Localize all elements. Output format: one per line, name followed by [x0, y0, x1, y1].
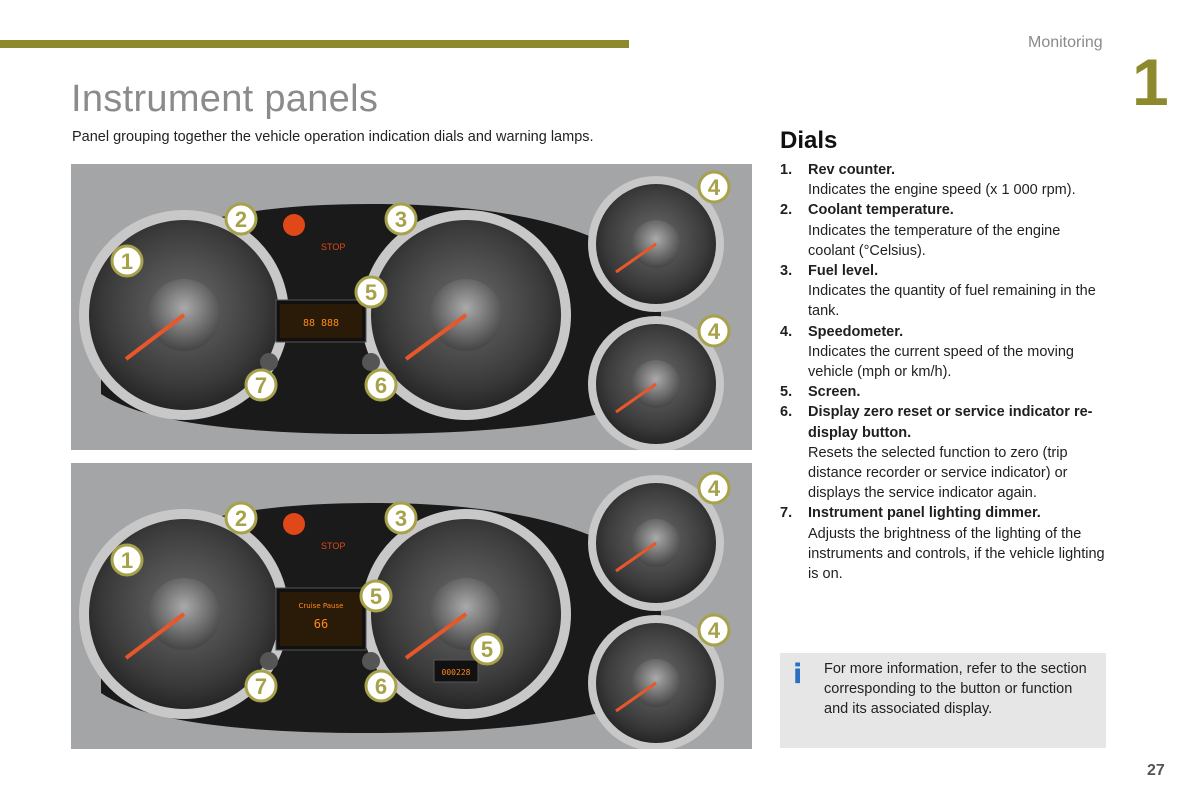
item-number: 3.	[780, 263, 793, 280]
svg-text:66: 66	[313, 617, 329, 631]
list-item	[780, 402, 1110, 503]
callout-1	[112, 545, 142, 575]
item-number: 5.	[780, 384, 793, 401]
list-item	[780, 322, 1110, 383]
callout-4	[699, 316, 729, 346]
item-title: Instrument panel lighting dimmer.	[808, 505, 1041, 522]
chapter-number: 1	[1132, 45, 1169, 119]
callout-5	[361, 581, 391, 611]
item-description: Indicates the current speed of the moving vehicle (mph or km/h).	[808, 343, 1074, 381]
info-text: For more information, refer to the section corresponding to the button or function and its associated display.	[824, 661, 1087, 718]
item-description: Adjusts the brightness of the lighting of the instruments and controls, if the vehicle lighting is on.	[808, 525, 1105, 583]
callout-5	[472, 634, 502, 664]
svg-text:1: 1	[120, 548, 134, 573]
svg-text:6: 6	[374, 674, 388, 699]
svg-text:4: 4	[707, 175, 721, 200]
svg-text:6: 6	[374, 373, 388, 398]
dials-list	[780, 160, 1110, 584]
svg-text:7: 7	[254, 373, 268, 398]
item-title: Coolant temperature.	[808, 202, 954, 219]
callout-5	[356, 277, 386, 307]
callout-2	[226, 503, 256, 533]
callout-7	[246, 370, 276, 400]
item-title: Screen.	[808, 384, 861, 401]
item-description: Indicates the temperature of the engine coolant (°Celsius).	[808, 222, 1061, 259]
item-description: Indicates the quantity of fuel remaining in the tank.	[808, 283, 1096, 320]
callout-7	[246, 671, 276, 701]
item-number: 2.	[780, 202, 793, 219]
callout-3	[386, 204, 416, 234]
callout-4	[699, 615, 729, 645]
callout-4	[699, 172, 729, 202]
list-item	[780, 503, 1110, 584]
callout-3	[386, 503, 416, 533]
list-item	[780, 160, 1110, 200]
list-item	[780, 382, 1110, 402]
item-number: 4.	[780, 323, 793, 340]
svg-text:2: 2	[234, 207, 248, 232]
svg-text:4: 4	[707, 476, 721, 501]
item-description: Indicates the engine speed (x 1 000 rpm).	[808, 182, 1076, 199]
svg-text:STOP: STOP	[321, 541, 346, 551]
svg-text:4: 4	[707, 618, 721, 643]
svg-text:2: 2	[234, 506, 248, 531]
callout-6	[366, 671, 396, 701]
svg-text:5: 5	[364, 280, 378, 305]
header-bar	[0, 40, 629, 48]
instrument-panel-figure-2	[71, 463, 752, 749]
item-title: Fuel level.	[808, 263, 879, 280]
item-description: Resets the selected function to zero (trip distance recorder or service indicator) or displays the service indicator again.	[808, 444, 1068, 502]
callout-1	[112, 246, 142, 276]
svg-text:Cruise Pause: Cruise Pause	[298, 602, 344, 610]
item-number: 6.	[780, 404, 793, 421]
callout-2	[226, 204, 256, 234]
svg-text:STOP: STOP	[321, 242, 346, 252]
item-title: Speedometer.	[808, 323, 904, 340]
item-title: Display zero reset or service indicator re-display button.	[808, 404, 1093, 441]
svg-text:5: 5	[480, 637, 494, 662]
callout-6	[366, 370, 396, 400]
page-number: 27	[1147, 762, 1165, 779]
svg-text:3: 3	[394, 506, 408, 531]
intro-text: Panel grouping together the vehicle operation indication dials and warning lamps.	[72, 129, 594, 145]
list-item	[780, 261, 1110, 322]
svg-text:7: 7	[254, 674, 268, 699]
svg-text:88 888: 88 888	[302, 318, 340, 329]
instrument-panel-figure-1	[71, 164, 752, 450]
info-icon: i	[793, 659, 803, 690]
dials-heading: Dials	[780, 127, 838, 154]
svg-text:3: 3	[394, 207, 408, 232]
svg-text:1: 1	[120, 249, 134, 274]
item-number: 7.	[780, 505, 793, 522]
svg-text:5: 5	[369, 584, 383, 609]
info-box	[780, 653, 1106, 748]
item-title: Rev counter.	[808, 162, 896, 178]
list-item	[780, 200, 1110, 261]
page-title: Instrument panels	[71, 78, 379, 120]
item-number: 1.	[780, 162, 793, 178]
callout-4	[699, 473, 729, 503]
svg-text:000228: 000228	[441, 668, 471, 677]
svg-text:4: 4	[707, 319, 721, 344]
section-name: Monitoring	[1028, 34, 1103, 51]
